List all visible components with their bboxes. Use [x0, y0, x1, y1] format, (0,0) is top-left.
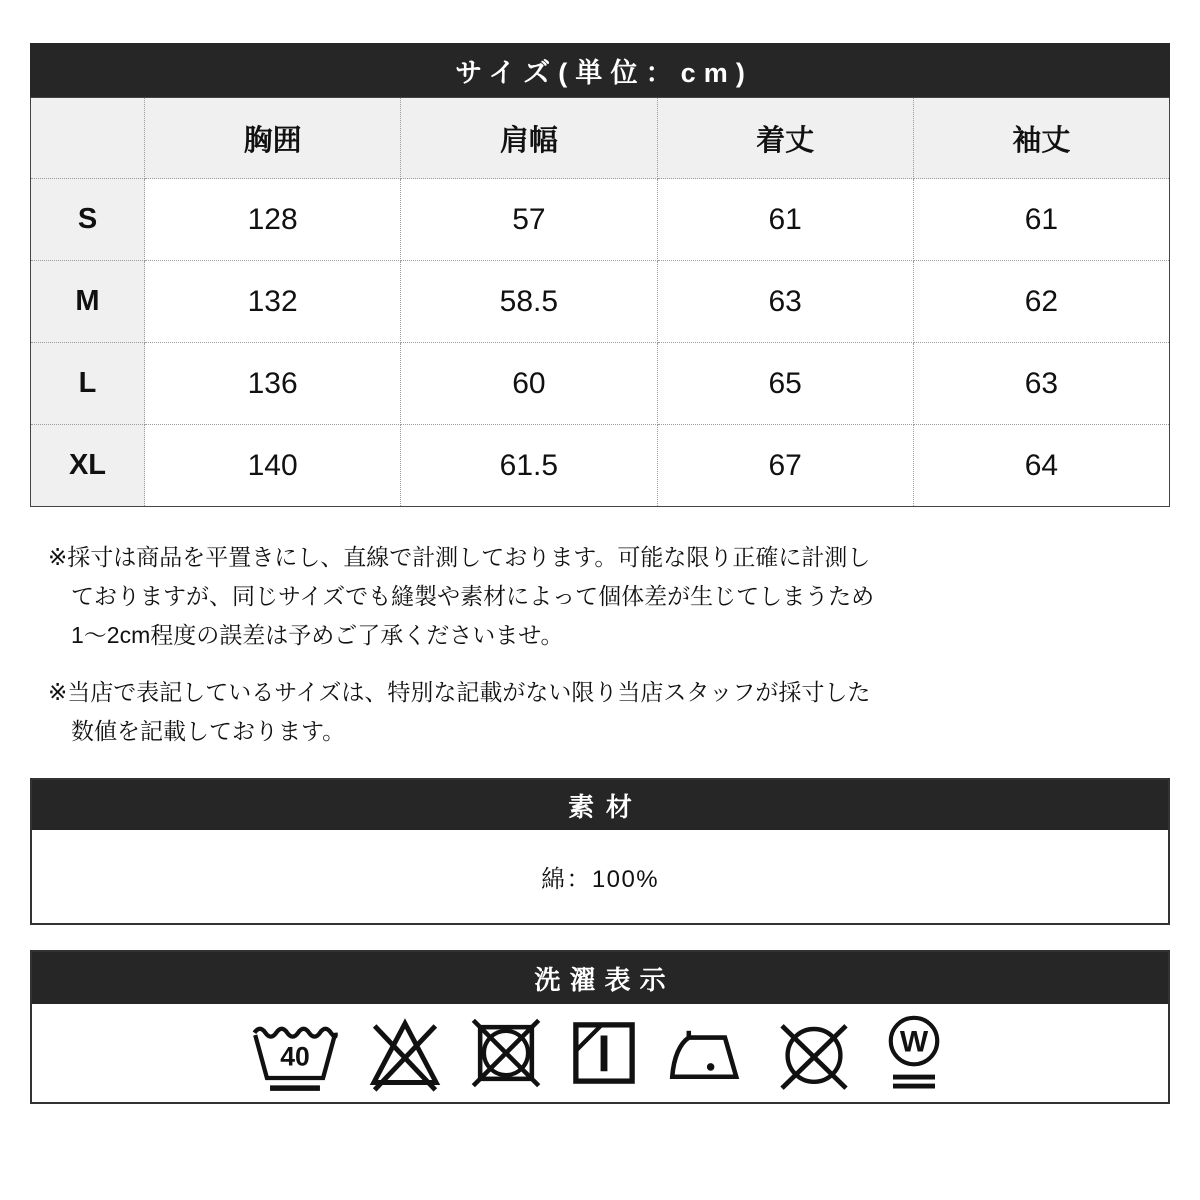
- table-row-s: [31, 179, 1170, 261]
- col-header-sleeve: 袖丈: [913, 98, 1169, 179]
- cell-m-chest: 132: [145, 261, 401, 343]
- col-header-chest: 胸囲: [145, 98, 401, 179]
- wet-clean-very-gentle-icon: [876, 1011, 952, 1095]
- material-body: [32, 830, 1168, 923]
- material-title: 素材: [568, 791, 644, 822]
- laundry-section: [30, 950, 1170, 1104]
- iron-low-heat-icon: [664, 1021, 752, 1085]
- note-measurement-method: [48, 538, 1158, 655]
- wash-40-gentle-icon: [248, 1014, 342, 1092]
- table-row-xl: [31, 425, 1170, 507]
- svg-text:40: 40: [280, 1041, 310, 1072]
- size-table: [30, 97, 1170, 507]
- cell-m-shoulder: 58.5: [401, 261, 657, 343]
- laundry-icons-row: [32, 1004, 1168, 1102]
- do-not-bleach-icon: [364, 1012, 446, 1094]
- material-header-bar: [32, 780, 1168, 830]
- row-label-l: L: [31, 343, 145, 425]
- hang-dry-in-shade-icon: [566, 1015, 642, 1091]
- table-row-l: [31, 343, 1170, 425]
- size-table-corner-cell: [31, 98, 145, 179]
- svg-text:W: W: [899, 1025, 929, 1059]
- cell-s-shoulder: 57: [401, 179, 657, 261]
- material-section: [30, 778, 1170, 925]
- cell-xl-chest: 140: [145, 425, 401, 507]
- note-line: 1〜2cm程度の誤差は予めご了承くださいませ。: [71, 622, 564, 648]
- note-line: ※採寸は商品を平置きにし、直線で計測しております。可能な限り正確に計測し: [48, 544, 871, 570]
- size-table-header-row: [31, 98, 1170, 179]
- cell-l-sleeve: 63: [913, 343, 1169, 425]
- cell-m-sleeve: 62: [913, 261, 1169, 343]
- cell-s-length: 61: [657, 179, 913, 261]
- row-label-m: M: [31, 261, 145, 343]
- cell-m-length: 63: [657, 261, 913, 343]
- measurement-notes: [48, 538, 1158, 751]
- note-staff-measured: [48, 673, 1158, 751]
- laundry-header-bar: [32, 952, 1168, 1004]
- do-not-dry-clean-icon: [774, 1013, 854, 1093]
- do-not-tumble-dry-icon: [468, 1015, 544, 1091]
- size-chart-title: サイズ(単位：cm): [455, 57, 753, 88]
- note-line: ※当店で表記しているサイズは、特別な記載がない限り当店スタッフが採寸した: [48, 679, 871, 705]
- cell-l-shoulder: 60: [401, 343, 657, 425]
- cell-xl-sleeve: 64: [913, 425, 1169, 507]
- cell-l-chest: 136: [145, 343, 401, 425]
- note-line: ておりますが、同じサイズでも縫製や素材によって個体差が生じてしまうため: [71, 583, 875, 609]
- size-chart-header-bar: [30, 43, 1170, 97]
- cell-s-chest: 128: [145, 179, 401, 261]
- cell-xl-shoulder: 61.5: [401, 425, 657, 507]
- cell-s-sleeve: 61: [913, 179, 1169, 261]
- col-header-shoulder: 肩幅: [401, 98, 657, 179]
- row-label-s: S: [31, 179, 145, 261]
- laundry-title: 洗濯表示: [534, 964, 675, 995]
- cell-l-length: 65: [657, 343, 913, 425]
- row-label-xl: XL: [31, 425, 145, 507]
- col-header-length: 着丈: [657, 98, 913, 179]
- cell-xl-length: 67: [657, 425, 913, 507]
- material-value: 綿：100%: [540, 866, 660, 893]
- size-chart-section: [30, 43, 1170, 507]
- note-line: 数値を記載しております。: [71, 718, 346, 744]
- table-row-m: [31, 261, 1170, 343]
